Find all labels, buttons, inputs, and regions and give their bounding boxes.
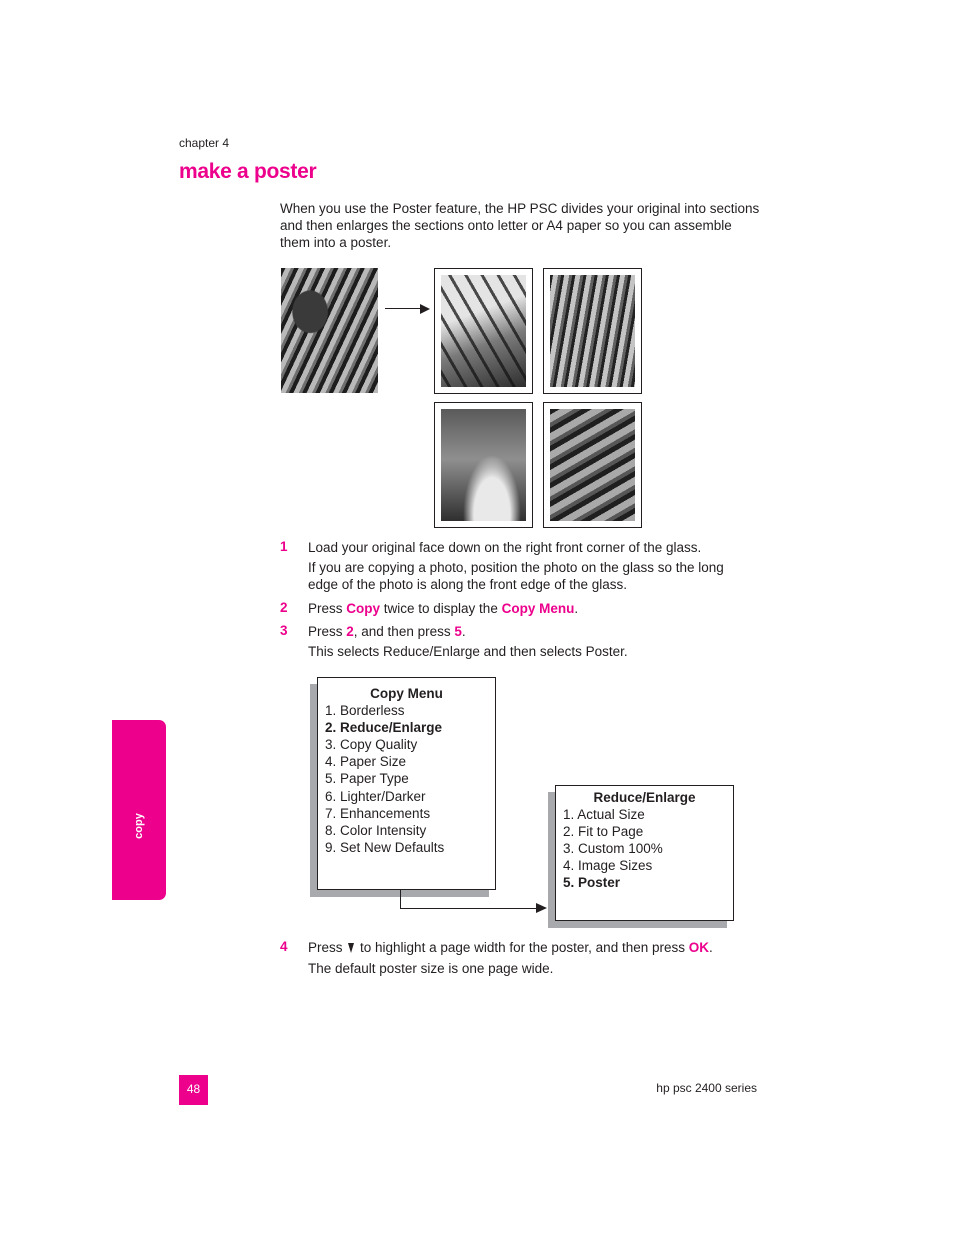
reduce-menu-title: Reduce/Enlarge bbox=[593, 790, 696, 805]
menu-item[interactable]: 3. Copy Quality bbox=[325, 737, 418, 753]
menu-item[interactable]: 2. Reduce/Enlarge bbox=[325, 720, 443, 736]
chapter-tab-label: copy bbox=[133, 813, 145, 839]
poster-section-2 bbox=[543, 268, 642, 394]
poster-section-4 bbox=[543, 402, 642, 528]
copy-menu-title: Copy Menu bbox=[370, 686, 443, 701]
copy-menu-label: Copy Menu bbox=[501, 601, 575, 616]
down-arrow-icon bbox=[348, 943, 354, 953]
intro-paragraph: When you use the Poster feature, the HP PSC divides your original into sections and then enlarges the sections onto letter or A4 paper so you can assemble them into a poster. bbox=[280, 201, 760, 250]
step-text: Load your original face down on the right front corner of the glass. bbox=[308, 540, 702, 555]
step-number: 2 bbox=[280, 600, 288, 615]
copy-menu-panel bbox=[317, 677, 496, 890]
connector-line bbox=[400, 908, 537, 909]
chapter-label: chapter 4 bbox=[179, 136, 230, 150]
step-text: Press Copy twice to display the Copy Menu. bbox=[308, 601, 579, 616]
menu-item[interactable]: 4. Image Sizes bbox=[563, 858, 653, 874]
menu-item[interactable]: 6. Lighter/Darker bbox=[325, 788, 426, 804]
step-number: 3 bbox=[280, 623, 288, 638]
step-number: 4 bbox=[280, 939, 288, 954]
arrow-head-icon bbox=[420, 304, 430, 314]
chapter-tab bbox=[112, 720, 166, 900]
original-photo bbox=[281, 268, 378, 393]
menu-item[interactable]: 9. Set New Defaults bbox=[325, 839, 445, 855]
arrow-icon bbox=[385, 308, 421, 309]
menu-item[interactable]: 1. Borderless bbox=[325, 703, 405, 718]
page-title: make a poster bbox=[179, 160, 317, 183]
step-text: Press to highlight a page width for the poster, and then press OK. bbox=[308, 940, 713, 955]
step-text: Press 2, and then press 5. bbox=[308, 624, 466, 639]
menu-item[interactable]: 8. Color Intensity bbox=[325, 822, 427, 838]
menu-item[interactable]: 7. Enhancements bbox=[325, 805, 431, 821]
menu-item[interactable]: 1. Actual Size bbox=[563, 807, 645, 822]
step-subtext: This selects Reduce/Enlarge and then selects Poster. bbox=[308, 644, 628, 659]
menu-item[interactable]: 5. Poster bbox=[563, 875, 621, 891]
step-subtext: The default poster size is one page wide. bbox=[308, 961, 554, 976]
connector-line bbox=[400, 890, 401, 909]
copy-button-label: Copy bbox=[346, 601, 381, 616]
menu-item[interactable]: 2. Fit to Page bbox=[563, 824, 644, 840]
page-number: 48 bbox=[179, 1075, 208, 1105]
poster-section-3 bbox=[434, 402, 533, 528]
product-name: hp psc 2400 series bbox=[656, 1081, 757, 1095]
reduce-enlarge-menu-panel bbox=[555, 785, 734, 921]
ok-button-label: OK bbox=[688, 940, 709, 955]
step-subtext: If you are copying a photo, position the photo on the glass so the long edge of the photo is along the front edge of the glass. bbox=[308, 560, 724, 592]
menu-item[interactable]: 4. Paper Size bbox=[325, 754, 407, 770]
menu-item[interactable]: 5. Paper Type bbox=[325, 771, 409, 787]
connector-arrow-icon bbox=[536, 903, 547, 913]
menu-item[interactable]: 3. Custom 100% bbox=[563, 841, 663, 857]
poster-section-1 bbox=[434, 268, 533, 394]
step-number: 1 bbox=[280, 539, 288, 554]
